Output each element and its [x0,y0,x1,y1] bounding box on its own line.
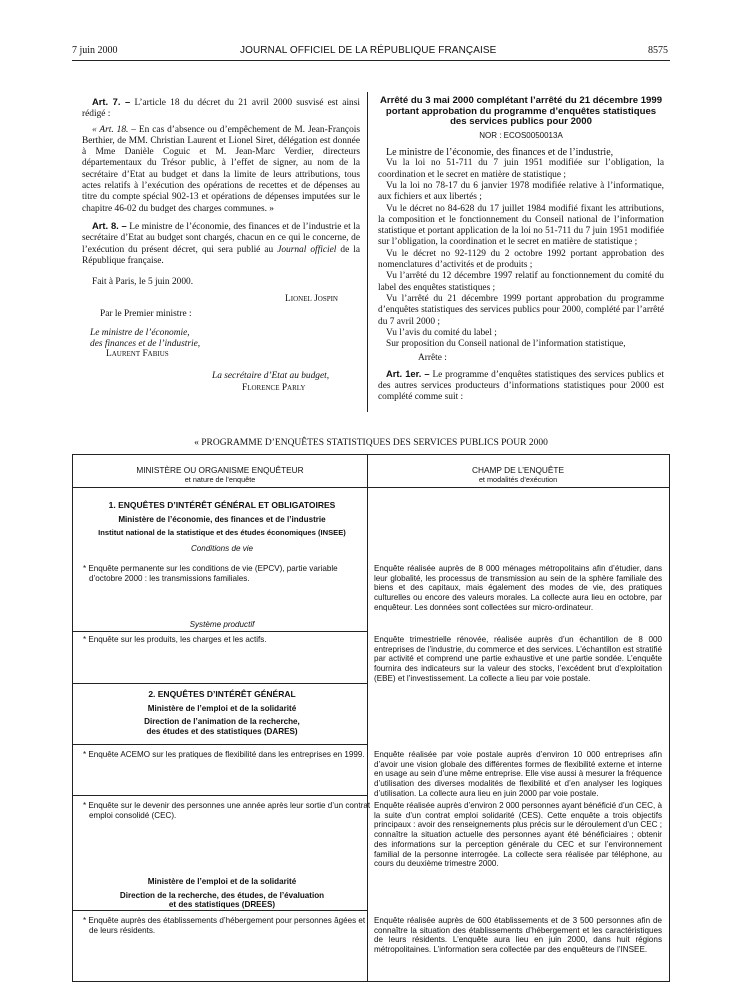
section-1-institute: Institut national de la statistique et des études économiques (INSEE) [98,528,346,538]
row-rule [73,910,368,911]
section-1-ministry: Ministère de l’économie, des finances et de l’industrie [118,514,326,524]
table-row-cec-left: * Enquête sur le devenir des personnes une année après leur sortie d’un contrat emploi consolidé (CEC). [83,801,371,820]
table-row-ehpa-right: Enquête réalisée auprès de 600 établissements et de 3 500 personnes afin de connaître la situation des établissements d’hébergement et les caractéristiques de leurs résidents. L’enquête aura lieu en juin 2000, dans huit régions métropolitaines. L’information sera collectée par des enquêteurs de l’INSEE. [374,916,662,955]
row-rule [73,683,368,684]
section-2-heading [81,690,363,737]
par-le-premier-ministre: Par le Premier ministre : [100,308,192,319]
article-8-journal: Journal officiel [277,244,337,255]
secretary-title: La secrétaire d’Etat au budget, [212,370,330,381]
vu-8: Sur proposition du Conseil national de l’information statistique, [386,339,626,350]
minister-name: Laurent Fabius [106,349,169,360]
section-1-title: 1. ENQUÊTES D’INTÉRÊT GÉNÉRAL ET OBLIGATOIRES [108,500,336,510]
vu-7: Vu l’avis du comité du label ; [386,327,497,338]
nor-reference: NOR : ECOS0050013A [479,130,563,140]
article-8-label: Art. 8. – [92,219,127,231]
table-row-ehpa-left: * Enquête auprès des établissements d’hébergement pour personnes âgées et de leurs résidents. [83,916,366,935]
table-header-right-title: CHAMP DE L’ENQUÊTE [471,465,565,475]
right-column [378,96,664,404]
section-1-subheading-systeme: Système productif [189,620,255,629]
table-row-produits-right: Enquête trimestrielle rénovée, réalisée auprès d’un échantillon de 8 000 entreprises de l’industrie, du commerce et des services. L’échantillon est stratifié par activité et comprend une partie exhaustive et une partie sondée. L’enquête fournira des indicateurs sur la valeur des stocks, l’excédent brut d’exploitation (EBE) et l’investissement. La collecte a lieu par voie postale. [374,635,662,683]
table-header-right-subtitle: et modalités d’exécution [478,475,558,484]
table-row-acemo-right: Enquête réalisée par voie postale auprès d’environ 10 000 entreprises afin d’avoir une vision globale des différentes formes de flexibilité externe et interne en usage au sein d’une même entreprise. Elle vise aussi à mesurer la fréquence d’utilisation des diverses modalités de flexibilité et d’en analyser les logiques d’utilisation. La collecte aura lieu en juin 2000 par voie postale. [374,750,662,798]
vu-4: Vu le décret no 92-1129 du 2 octobre 1992 portant approbation des nomenclatures d’activités et de produits ; [378,248,664,271]
vu-6: Vu l’arrêté du 21 décembre 1999 portant approbation du programme d’enquêtes statistiques des services publics pour 2000, complété par l’arrêté du 7 avril 2000 ; [378,293,664,327]
table-row-epcv-left: * Enquête permanente sur les conditions de vie (EPCV), partie variable d’octobre 2000 : les transmissions familiales. [83,564,338,583]
section-2-direction-1: Direction de l’animation de la recherche, [144,717,300,727]
table-column-divider [367,455,368,982]
vu-5: Vu l’arrêté du 12 décembre 1997 relatif au fonctionnement du comité du label des enquêtes statistiques ; [378,271,664,293]
page-number: 8575 [648,45,668,56]
column-divider [367,92,368,412]
table-row-cec-right: Enquête réalisée auprès d’environ 2 000 personnes ayant bénéficié d’un CEC, à la suite d’un contrat emploi solidarité (CES). Cette enquête a trois objectifs principaux : avoir des renseignements plus précis sur le déroulement d’un CEC ; connaître la situation actuelle des personnes ayant été bénéficiaires ; obtenir des informations sur la perception générale du CEC et sur l’environnement familial de la personne interrogée. La collecte sera réalisée par téléphone, au cours du deuxième trimestre 2000. [374,801,662,869]
table-header-left-subtitle: et nature de l’enquête [184,475,256,484]
article-18-text: En cas d’absence ou d’empêchement de M. Jean-François Berthier, de MM. Christian Laurent et Lionel Siret, délégation est donnée à Mme Danièle Coguic et M. Jean-Marc Verdier, directeurs départementaux du Trésor public, à l’effet de signer, au nom de la secrétaire d’Etat au budget et dans la limite de leurs attributions, tous actes relatifs à l’exécution des opérations de recettes et de dépenses au titre du compte spécial 902-13 et opérations de dépenses imputées sur le chapitre 46-02 du budget des charges communes. » [82,124,361,214]
article-1-text: Le programme d’enquêtes statistiques des services publics et des autres services producteurs d’informations statistiques pour 2000 est complété comme suit : [378,369,664,403]
decree-title: Arrêté du 3 mai 2000 complétant l’arrêté du 21 décembre 1999 portant approbation du programme d’enquêtes statistiques des services publics pour 2000 [379,95,663,128]
section-2-direction-2: des études et des statistiques (DARES) [146,727,298,737]
article-18-label: « Art. 18. – [92,124,136,135]
article-8-text-2: de la République française. [82,244,360,266]
section-3-heading [81,877,363,910]
vu-1: Vu la loi no 51-711 du 7 juin 1951 modifiée sur l’obligation, la coordination et le secret en matière de statistique ; [378,158,664,180]
article-8-text-1: Le ministre de l’économie, des finances et de l’industrie et la secrétaire d’Etat au budget sont chargés, chacun en ce qui le concerne, de l’exécution du présent décret, qui sera publié au [82,221,360,255]
section-3-direction-2: et des statistiques (DREES) [168,900,276,910]
minister-title-1: Le ministre de l’économie, [90,328,190,339]
header-rule [72,60,670,61]
article-8 [82,220,360,267]
row-rule [73,631,368,632]
minister-signature [82,328,360,360]
vu-3: Vu le décret no 84-628 du 17 juillet 1984 modifié fixant les attributions, la composition et le fonctionnement du Conseil national de l’information statistique et portant application de la loi no 51-711 du 7 juin 1951 modifiée sur l’obligation, la coordination et le secret en matière de statistique ; [378,203,664,248]
table-row-produits-left: * Enquête sur les produits, les charges et les actifs. [83,635,267,644]
row-rule [73,795,368,796]
row-rule [73,744,368,745]
signer-prime-minister: Lionel Jospin [285,294,338,305]
section-1-subheading-conditions: Conditions de vie [190,544,254,554]
article-18-quote [82,125,360,215]
arrete: Arrête : [418,353,447,364]
left-column [82,96,360,394]
fait-a-paris: Fait à Paris, le 5 juin 2000. [92,277,194,288]
header-date: 7 juin 2000 [72,45,118,56]
minister-title-2: des finances et de l’industrie, [90,338,201,349]
decree-intro: Le ministre de l’économie, des finances et de l’industrie, [386,147,614,159]
section-3-ministry: Ministère de l’emploi et de la solidarité [147,877,297,886]
program-title: « PROGRAMME D’ENQUÊTES STATISTIQUES DES SERVICES PUBLICS POUR 2000 [194,438,548,448]
survey-table [72,454,670,982]
article-7-label: Art. 7. – [92,96,131,107]
article-1-label: Art. 1er. – [386,367,430,379]
table-header-left-title: MINISTÈRE OU ORGANISME ENQUÊTEUR [136,465,304,475]
table-header-left [85,465,355,485]
secretary-name: Florence Parly [242,382,306,393]
table-row-epcv-right: Enquête réalisée auprès de 8 000 ménages métropolitains afin d’étudier, dans leur globalité, les processus de transmission au sein de la sphère familiale des biens et des capitaux, mais également des modes de vie, des pratiques culturelles ou encore des valeurs morales. La collecte aura lieu en octobre, par enquêteur. Les données sont collectées sur micro-ordinateur. [374,564,662,612]
section-3-direction-1: Direction de la recherche, des études, de l’évaluation [119,890,325,900]
table-header-rule [73,487,670,488]
section-2-title: 2. ENQUÊTES D’INTÉRÊT GÉNÉRAL [148,689,296,699]
secretary-signature [82,370,360,394]
journal-title: JOURNAL OFFICIEL DE LA RÉPUBLIQUE FRANÇAISE [240,45,497,56]
article-7 [82,96,360,121]
section-2-ministry: Ministère de l’emploi et de la solidarité [147,703,297,713]
section-1-heading [81,501,363,554]
table-header-right [383,465,653,485]
article-1 [378,368,664,404]
table-row-acemo-left: * Enquête ACEMO sur les pratiques de flexibilité dans les entreprises en 1999. [83,750,365,759]
vu-2: Vu la loi no 78-17 du 6 janvier 1978 modifiée relative à l’informatique, aux fichiers et aux libertés ; [378,180,664,203]
article-7-text: L’article 18 du décret du 21 avril 2000 susvisé est ainsi rédigé : [82,98,360,120]
